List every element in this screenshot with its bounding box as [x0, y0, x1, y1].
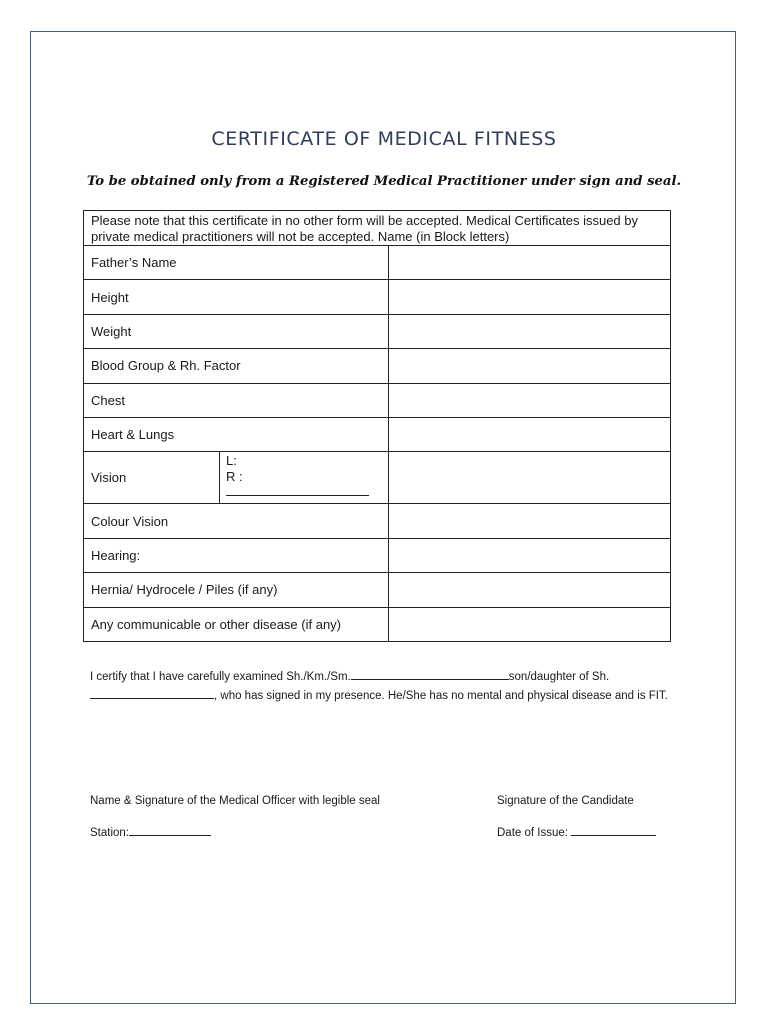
vision-left-label: L: — [226, 453, 237, 469]
fitness-form-table — [83, 210, 671, 642]
certification-statement — [90, 668, 670, 706]
station-field — [90, 824, 211, 839]
form-row-chest — [84, 383, 671, 417]
form-row-value-field[interactable] — [389, 573, 671, 607]
candidate-signature-label: Signature of the Candidate — [497, 795, 634, 807]
form-row-value-field[interactable] — [389, 452, 671, 504]
form-row-label: Heart & Lungs — [84, 417, 389, 451]
vision-right-label: R : — [226, 469, 243, 485]
certify-text-part1: I certify that I have carefully examined Sh./Km./Sm. — [90, 671, 351, 683]
note-cell: Please note that this certificate in no other form will be accepted. Medical Certificates issued by private medical practitioners will not be accepted. Name (in Block letters) — [84, 211, 671, 246]
form-row-label: Height — [84, 280, 389, 314]
parent-name-blank[interactable] — [90, 687, 214, 699]
station-label: Station: — [90, 827, 129, 839]
date-of-issue-field — [497, 824, 656, 839]
form-row-value-field[interactable] — [389, 538, 671, 572]
form-row-label: Weight — [84, 314, 389, 348]
certificate-subtitle: To be obtained only from a Registered Medical Practitioner under sign and seal. — [86, 174, 682, 189]
vision-underline — [226, 485, 369, 496]
form-row-heart-lungs — [84, 417, 671, 451]
form-row-label: Blood Group & Rh. Factor — [84, 349, 389, 383]
certificate-title: CERTIFICATE OF MEDICAL FITNESS — [211, 128, 557, 150]
certify-text-part3: , who has signed in my presence. He/She has no mental and physical disease and is FIT. — [214, 690, 668, 702]
form-row-fathers-name — [84, 246, 671, 280]
form-row-label: Vision — [84, 452, 220, 504]
form-row-label: Colour Vision — [84, 504, 389, 538]
date-of-issue-blank[interactable] — [571, 824, 656, 836]
form-row-colour-vision — [84, 504, 671, 538]
form-row-label: Hearing: — [84, 538, 389, 572]
form-row-value-field[interactable] — [389, 280, 671, 314]
form-row-communicable-disease — [84, 607, 671, 641]
form-row-value-field[interactable] — [389, 417, 671, 451]
form-row-hearing — [84, 538, 671, 572]
form-row-value-field[interactable] — [389, 314, 671, 348]
form-row-value-field[interactable] — [389, 349, 671, 383]
form-row-label: Chest — [84, 383, 389, 417]
form-row-value-field[interactable] — [389, 504, 671, 538]
form-row-value-field[interactable] — [389, 607, 671, 641]
station-blank[interactable] — [129, 824, 211, 836]
form-row-value-field[interactable] — [389, 383, 671, 417]
candidate-name-blank[interactable] — [351, 668, 509, 680]
form-row-label: Father’s Name — [84, 246, 389, 280]
medical-officer-signature-label: Name & Signature of the Medical Officer with legible seal — [90, 795, 380, 807]
form-row-label: Any communicable or other disease (if any) — [84, 607, 389, 641]
form-row-label: Hernia/ Hydrocele / Piles (if any) — [84, 573, 389, 607]
date-of-issue-label: Date of Issue: — [497, 827, 568, 839]
certify-text-part2: son/daughter of Sh. — [508, 671, 610, 683]
form-row-hernia — [84, 573, 671, 607]
form-row-value-field[interactable] — [389, 246, 671, 280]
vision-lr-cell[interactable] — [220, 452, 389, 504]
form-row-blood-group — [84, 349, 671, 383]
form-row-height — [84, 280, 671, 314]
form-row-vision — [84, 452, 671, 504]
form-row-weight — [84, 314, 671, 348]
